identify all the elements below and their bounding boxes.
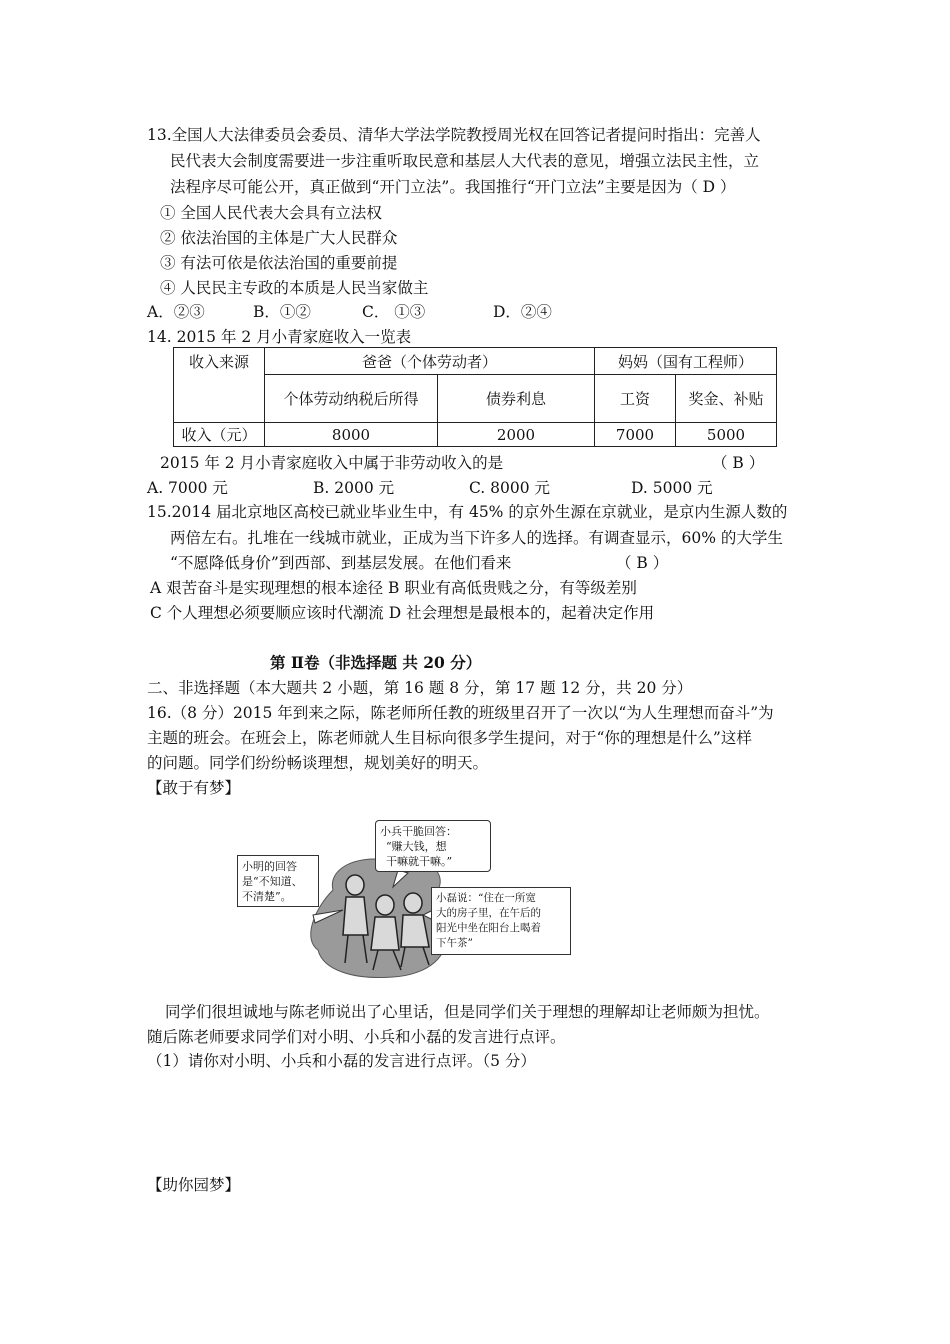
section-2-title: 第 Ⅱ卷（非选择题 共 20 分） [270, 653, 482, 672]
q15-line-1: 15.2014 届北京地区高校已就业毕业生中，有 45% 的京外生源在京就业，是京内生源人数的 [147, 503, 788, 521]
q14-choice-c: C. 8000 元 [469, 479, 551, 497]
bubble-xiaoming-line-1: 小明的回答 [242, 860, 297, 873]
q13-choice-c: C． ①③ [362, 303, 426, 321]
q16-heading-help: 【助你园梦】 [147, 1176, 241, 1194]
q14-choice-a: A. 7000 元 [147, 479, 228, 497]
q14-answer: （ B ） [712, 454, 765, 472]
bubble-xiaobing-line-1: 小兵干脆回答： [380, 825, 457, 838]
q14-choice-b: B. 2000 元 [313, 479, 395, 497]
q14-question: 2015 年 2 月小青家庭收入中属于非劳动收入的是 [160, 454, 504, 472]
bubble-xiaolei-line-1: 小磊说：“住在一所宽 [436, 892, 536, 904]
q15-choices-cd: C 个人理想必须要顺应该时代潮流 D 社会理想是最根本的，起着决定作用 [150, 604, 655, 622]
q16-heading-dream: 【敢于有梦】 [147, 779, 241, 797]
section-2-subtitle: 二、非选择题（本大题共 2 小题，第 16 题 8 分，第 17 题 12 分，共 20 分） [147, 679, 693, 697]
q16-subquestion-1: （1）请你对小明、小兵和小磊的发言进行点评。（5 分） [147, 1052, 536, 1070]
q13-line-1: 13.全国人大法律委员会委员、清华大学法学院教授周光权在回答记者提问时指出：完善人 [147, 126, 761, 144]
q16-paragraph-2: 随后陈老师要求同学们对小明、小兵和小磊的发言进行点评。 [147, 1028, 566, 1046]
q13-choice-d: D．②④ [493, 303, 552, 321]
q13-choice-a: A．②③ [147, 303, 205, 321]
table-header-source: 收入来源 [174, 348, 265, 423]
income-table [173, 347, 777, 447]
bubble-xiaoming-line-2: 是“不知道、 [242, 875, 303, 888]
q16-paragraph-1: 同学们很坦诚地与陈老师说出了心里话，但是同学们关于理想的理解却让老师颇为担忧。 [165, 1003, 770, 1021]
bubble-xiaolei-line-3: 阳光中坐在阳台上喝着 [436, 922, 541, 934]
q14-title: 14. 2015 年 2 月小青家庭收入一览表 [147, 328, 412, 346]
q13-choice-b: B．①② [253, 303, 311, 321]
table-cell-4: 5000 [676, 423, 777, 447]
q15-answer: （ B ） [616, 554, 669, 572]
q15-line-2: 两倍左右。扎堆在一线城市就业，正成为当下许多人的选择。有调查显示，60% 的大学生 [170, 529, 783, 547]
bubble-xiaobing-line-2: “赚大钱，想 [386, 840, 447, 853]
q13-option-1: ① 全国人民代表大会具有立法权 [160, 204, 382, 222]
q14-choice-d: D. 5000 元 [631, 479, 713, 497]
table-subheader-1: 个体劳动纳税后所得 [265, 375, 438, 423]
q16-line-3: 的问题。同学们纷纷畅谈理想，规划美好的明天。 [147, 754, 489, 772]
table-subheader-2: 债券利息 [438, 375, 595, 423]
q13-line-2: 民代表大会制度需要进一步注重听取民意和基层人大代表的意见，增强立法民主性，立 [170, 152, 760, 170]
q16-line-1: 16.（8 分）2015 年到来之际，陈老师所任教的班级里召开了一次以“为人生理想而奋斗”为 [147, 704, 774, 722]
table-subheader-4: 奖金、补贴 [676, 375, 777, 423]
table-cell-1: 8000 [265, 423, 438, 447]
bubble-xiaoming-line-3: 不清楚”。 [242, 890, 292, 903]
speech-bubble-xiaolei [431, 887, 571, 955]
q15-choices-ab: A 艰苦奋斗是实现理想的根本途径 B 职业有高低贵贱之分，有等级差别 [150, 579, 637, 597]
table-header-dad: 爸爸（个体劳动者） [265, 348, 595, 375]
table-cell-2: 2000 [438, 423, 595, 447]
q13-option-3: ③ 有法可依是依法治国的重要前提 [160, 254, 398, 272]
table-header-mom: 妈妈（国有工程师） [595, 348, 777, 375]
table-cell-3: 7000 [595, 423, 676, 447]
q15-line-3: “不愿降低身价”到西部、到基层发展。在他们看来 [170, 554, 512, 572]
table-subheader-3: 工资 [595, 375, 676, 423]
table-row-label: 收入（元） [174, 423, 265, 447]
bubble-xiaobing-line-3: 干嘛就干嘛。” [386, 855, 453, 868]
q13-option-4: ④ 人民民主专政的本质是人民当家做主 [160, 279, 429, 297]
q13-option-2: ② 依法治国的主体是广大人民群众 [160, 229, 398, 247]
bubble-xiaolei-line-2: 大的房子里，在午后的 [436, 907, 541, 919]
speech-bubble-xiaobing [375, 820, 491, 872]
cartoon-illustration [233, 815, 573, 985]
q13-line-3: 法程序尽可能公开，真正做到“开门立法”。我国推行“开门立法”主要是因为（ D ） [170, 178, 736, 196]
bubble-xiaolei-line-4: 下午茶” [436, 937, 473, 949]
q16-line-2: 主题的班会。在班会上，陈老师就人生目标向很多学生提问，对于“你的理想是什么”这样 [147, 729, 752, 747]
speech-bubble-xiaoming [237, 855, 319, 907]
